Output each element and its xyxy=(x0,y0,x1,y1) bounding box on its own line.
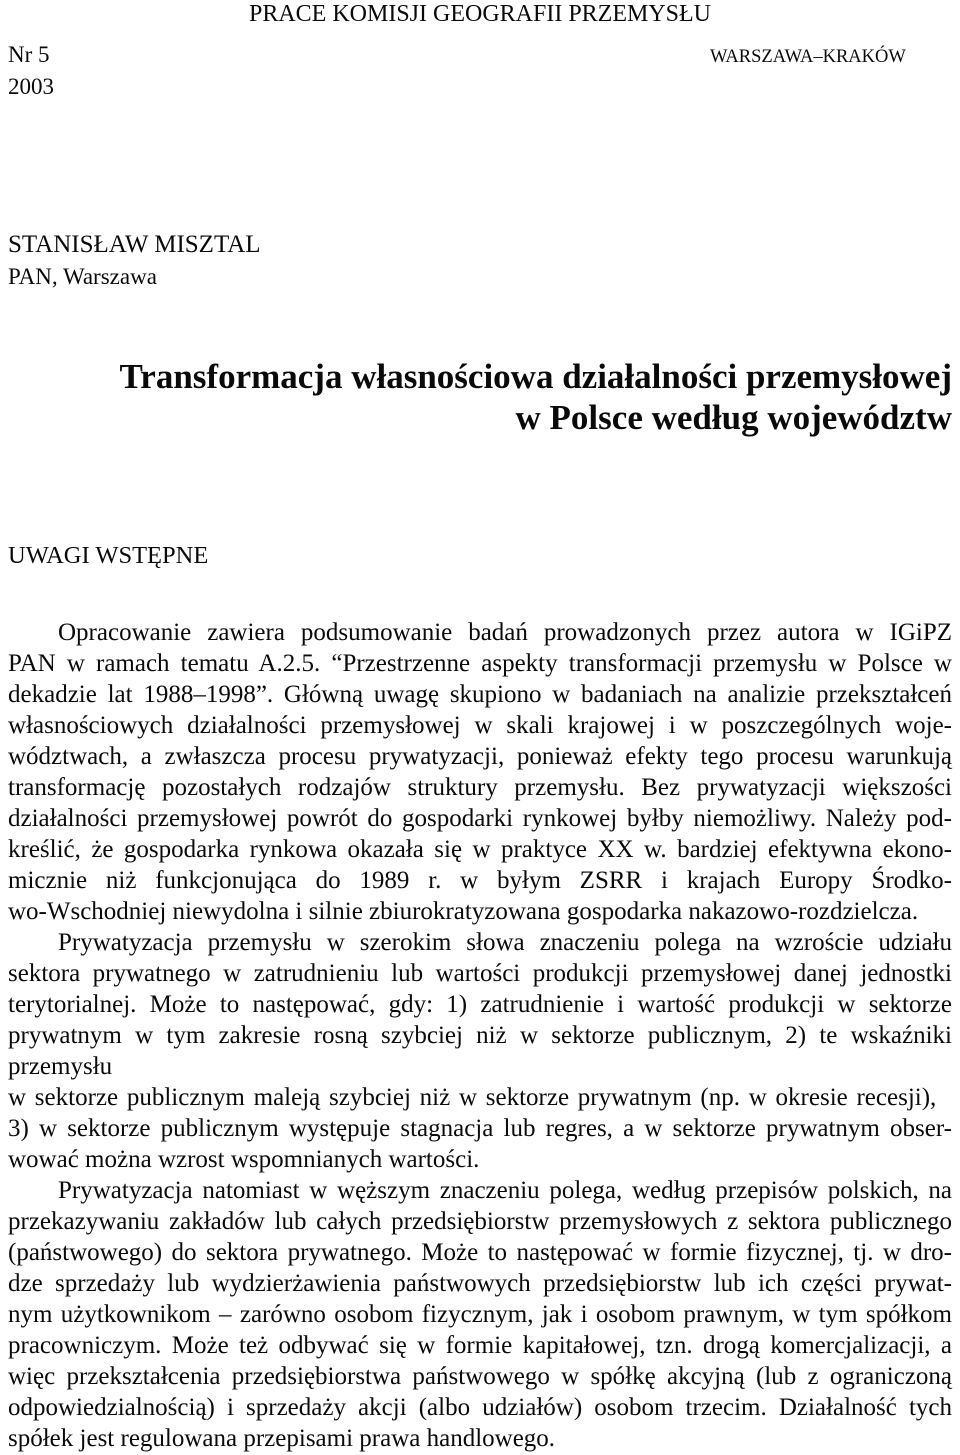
body-line: dekadzie lat 1988–1998”. Główną uwagę skupiono w badaniach na analizie przekształceń xyxy=(8,681,952,708)
body-line: przekazywaniu zakładów lub całych przedsiębiorstw przemysłowych z sektora publicznego xyxy=(8,1208,952,1235)
body-line: 3) w sektorze publicznym występuje stagnacja lub regres, a w sektorze prywatnym obser- xyxy=(8,1115,952,1142)
body-line: wować można wzrost wspomnianych wartości. xyxy=(8,1146,480,1173)
body-line: spółek jest regulowana przepisami prawa handlowego. xyxy=(8,1425,556,1452)
body-line: Opracowanie zawiera podsumowanie badań prowadzonych przez autora w IGiPZ xyxy=(58,619,952,646)
paragraph xyxy=(8,617,952,927)
body-text xyxy=(8,617,952,1454)
body-line: dze sprzedaży lub wydzierżawienia państwowych przedsiębiorstw lub ich części prywat- xyxy=(8,1270,952,1297)
section-heading: UWAGI WSTĘPNE xyxy=(8,542,209,569)
author-name: STANISŁAW MISZTAL xyxy=(8,231,261,258)
issue-year: 2003 xyxy=(8,74,54,99)
body-line: wo-Wschodniej niewydolna i silnie zbiurokratyzowana gospodarka nakazowo-rozdzielcza. xyxy=(8,898,919,925)
body-line: (państwowego) do sektora prywatnego. Może to następować w formie fizycznej, tj. w dro- xyxy=(8,1239,952,1266)
body-line: w sektorze publicznym maleją szybciej niż w sektorze prywatnym (np. w okresie recesji), xyxy=(8,1084,937,1111)
body-line: wództwach, a zwłaszcza procesu prywatyzacji, ponieważ efekty tego procesu warunkują xyxy=(8,743,952,770)
journal-series: PRACE KOMISJI GEOGRAFII PRZEMYSŁU xyxy=(248,1,712,27)
issue-number: Nr 5 xyxy=(8,42,50,67)
body-line: Prywatyzacja przemysłu w szerokim słowa znaczeniu polega na wzroście udziału xyxy=(58,929,952,956)
author-affiliation: PAN, Warszawa xyxy=(8,264,157,289)
body-line: transformację pozostałych rodzajów struktury przemysłu. Bez prywatyzacji większości xyxy=(8,774,952,801)
article-title xyxy=(120,356,952,438)
body-line: PAN w ramach tematu A.2.5. “Przestrzenne aspekty transformacji przemysłu w Polsce w xyxy=(8,650,952,677)
article-title-line: w Polsce według województw xyxy=(515,398,952,437)
article-title-line: Transformacja własnościowa działalności przemysłowej xyxy=(119,357,952,396)
body-line: pracowniczym. Może też odbywać się w formie kapitałowej, tzn. drogą komercjalizacji, a xyxy=(8,1332,952,1359)
paragraph xyxy=(8,1175,952,1454)
body-line: Prywatyzacja natomiast w węższym znaczeniu polega, według przepisów polskich, na xyxy=(58,1177,952,1204)
paragraph xyxy=(8,927,952,1175)
body-line: odpowiedzialnością) i sprzedaży akcji (albo udziałów) osobom trzecim. Działalność tych xyxy=(8,1394,952,1421)
body-line: kreślić, że gospodarka rynkowa okazała się w praktyce XX w. bardziej efektywna ekono- xyxy=(8,836,952,863)
body-line: sektora prywatnego w zatrudnieniu lub wartości produkcji przemysłowej danej jednostki xyxy=(8,960,952,987)
body-line: przemysłu xyxy=(8,1053,113,1080)
body-line: terytorialnej. Może to następować, gdy: 1) zatrudnienie i wartość produkcji w sektorze xyxy=(8,991,952,1018)
body-line: działalności przemysłowej powrót do gospodarki rynkowej byłby niemożliwy. Należy pod- xyxy=(8,805,952,832)
publication-place: WARSZAWA–KRAKÓW xyxy=(710,47,906,67)
body-line: więc przekształcenia przedsiębiorstwa państwowego w spółkę akcyjną (lub z ograniczoną xyxy=(8,1363,952,1390)
body-line: nym użytkownikom – zarówno osobom fizycznym, jak i osobom prawnym, w tym spółkom xyxy=(8,1301,952,1328)
body-line: micznie niż funkcjonująca do 1989 r. w byłym ZSRR i krajach Europy Środko- xyxy=(8,867,952,894)
body-line: własnościowych działalności przemysłowej w skali krajowej i w poszczególnych woje- xyxy=(8,712,952,739)
body-line: prywatnym w tym zakresie rosną szybciej niż w sektorze publicznym, 2) te wskaźniki xyxy=(8,1022,952,1049)
